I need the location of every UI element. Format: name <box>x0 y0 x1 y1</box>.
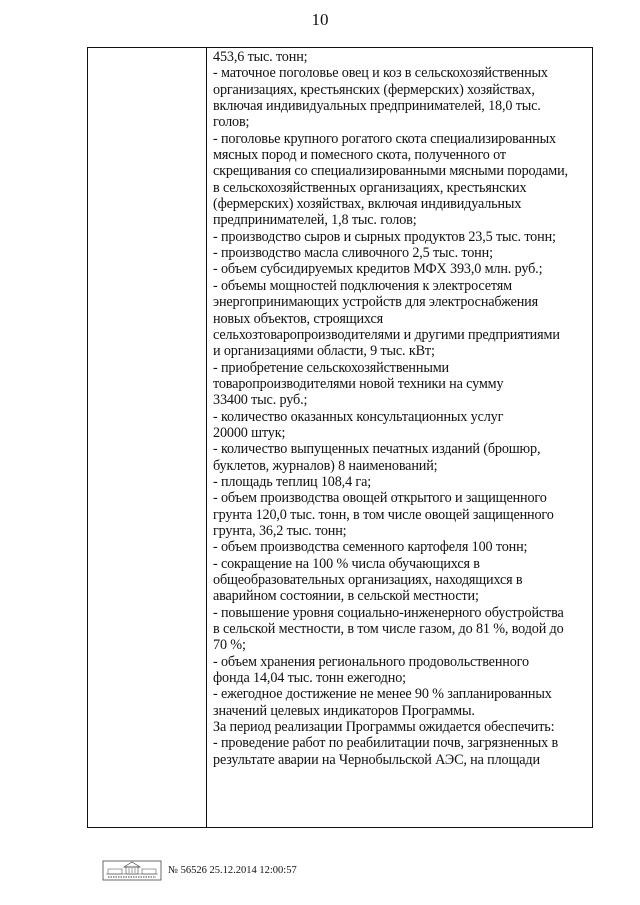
text-line: значений целевых индикаторов Программы. <box>213 702 475 719</box>
text-line: в сельскохозяйственных организациях, крестьянских <box>213 179 527 196</box>
text-line: аварийном состоянии, в сельской местности; <box>213 588 479 605</box>
text-line: результате аварии на Чернобыльской АЭС, на площади <box>213 751 540 768</box>
text-line: голов; <box>213 114 250 131</box>
text-line: 33400 тыс. руб.; <box>213 392 308 409</box>
text-line: (фермерских) хозяйствах, включая индивидуальных <box>213 196 522 213</box>
text-line: - поголовье крупного рогатого скота специализированных <box>213 130 556 147</box>
table-right-cell <box>207 48 592 827</box>
text-line: буклетов, журналов) 8 наименований; <box>213 457 438 474</box>
text-line: - количество выпущенных печатных изданий (брошюр, <box>213 441 541 458</box>
text-line: грунта, 36,2 тыс. тонн; <box>213 522 347 539</box>
text-line: - объем хранения регионального продовольственного <box>213 653 529 670</box>
text-line: новых объектов, строящихся <box>213 310 383 327</box>
text-line: - проведение работ по реабилитации почв, загрязненных в <box>213 735 559 752</box>
text-line: и организациями области, 9 тыс. кВт; <box>213 343 435 360</box>
text-line: - количество оказанных консультационных услуг <box>213 408 504 425</box>
text-line: За период реализации Программы ожидается обеспечить: <box>213 719 555 736</box>
text-line: - объемы мощностей подключения к электросетям <box>213 277 512 294</box>
text-line: - объем субсидируемых кредитов МФХ 393,0 млн. руб.; <box>213 261 543 278</box>
text-line: энергопринимающих устройств для электроснабжения <box>213 294 538 311</box>
text-line: - производство масла сливочного 2,5 тыс. тонн; <box>213 245 493 262</box>
text-line: в сельской местности, в том числе газом, до 81 %, водой до <box>213 621 564 638</box>
text-line: - площадь теплиц 108,4 га; <box>213 473 372 490</box>
text-line: 453,6 тыс. тонн; <box>213 49 308 65</box>
text-line: - повышение уровня социально-инженерного обустройства <box>213 604 564 621</box>
text-line: - объем производства семенного картофеля 100 тонн; <box>213 539 528 556</box>
content-table <box>87 47 593 828</box>
text-line: - маточное поголовье овец и коз в сельскохозяйственных <box>213 65 548 82</box>
text-line: включая индивидуальных предпринимателей, 18,0 тыс. <box>213 98 541 115</box>
text-line: - объем производства овощей открытого и защищенного <box>213 490 547 507</box>
text-line: 70 %; <box>213 637 246 654</box>
text-line: - приобретение сельскохозяйственными <box>213 359 449 376</box>
table-left-cell <box>88 48 207 827</box>
text-line: фонда 14,04 тыс. тонн ежегодно; <box>213 670 406 687</box>
text-line: - сокращение на 100 % числа обучающихся в <box>213 555 480 572</box>
page-number: 10 <box>311 10 329 29</box>
text-line: мясных пород и помесного скота, полученного от <box>213 147 506 164</box>
text-line: 20000 штук; <box>213 424 286 441</box>
government-building-stamp-icon <box>102 858 162 882</box>
text-lines <box>213 49 590 768</box>
text-line: общеобразовательных организациях, находящихся в <box>213 572 523 588</box>
text-line: товаропроизводителями новой техники на сумму <box>213 375 504 392</box>
text-line: - ежегодное достижение не менее 90 % запланированных <box>213 686 552 703</box>
text-line: предпринимателей, 1,8 тыс. голов; <box>213 212 417 229</box>
text-line: организациях, крестьянских (фермерских) хозяйствах, <box>213 81 535 98</box>
text-line: грунта 120,0 тыс. тонн, в том числе овощей защищенного <box>213 506 554 523</box>
registration-stamp: № 56526 25.12.2014 12:00:57 <box>168 864 297 876</box>
text-line: сельхозтоваропроизводителями и другими предприятиями <box>213 326 560 343</box>
text-line: скрещивания со специализированными мясными породами, <box>213 163 568 180</box>
text-line: - производство сыров и сырных продуктов 23,5 тыс. тонн; <box>213 228 556 245</box>
footer <box>102 857 297 883</box>
